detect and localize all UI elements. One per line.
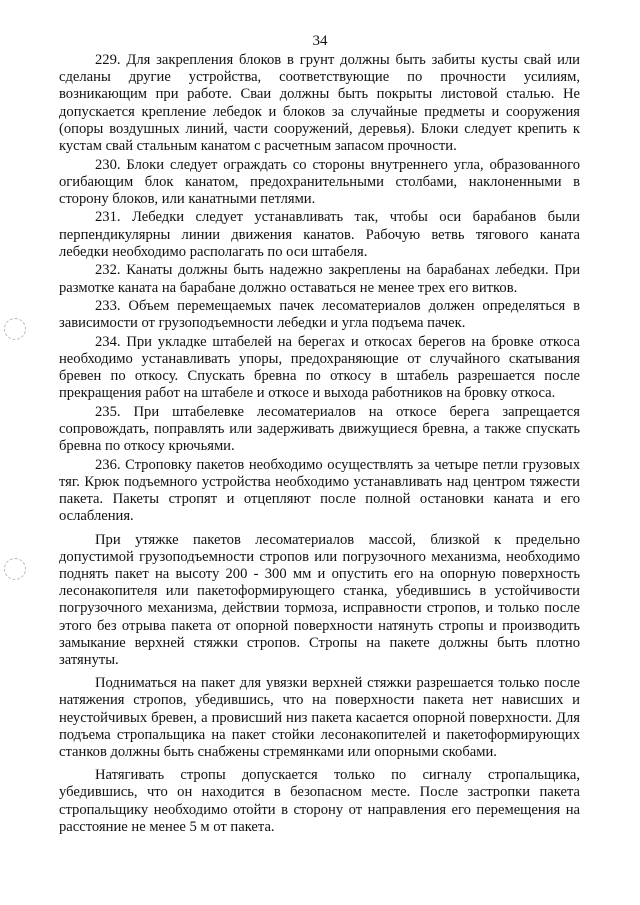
paragraph-229: 229. Для закрепления блоков в грунт должны быть забиты кусты свай или сделаны другие устройства, соответствующие по прочности усилиям, возникающим при работе. Сваи должны быть покрыты листовой сталью. Не допускается крепление лебедок и блоков за случайные предметы и сооружения (опоры воздушных линий, части сооружений, деревья). Блоки следует крепить к кустам свай стальным канатом с расчетным запасом прочности. <box>59 52 580 155</box>
paragraph-tightening-packets: При утяжке пакетов лесоматериалов массой, близкой к предельно допустимой грузоподъемности стропов или погрузочного механизма, необходимо поднять пакет на высоту 200 - 300 мм и опустить его на опорную поверхность лесонакопителя или пакетоформирующего станка, убедившись в устойчивости погрузочного механизма, действии тормоза, исправности стропов, и только после этого без отрыва пакета от опорной поверхности натянуть стропы и производить замыкание верхней стяжки стропов. Стропы на пакете должны быть плотно затянуты. <box>59 531 580 668</box>
paragraph-234: 234. При укладке штабелей на берегах и откосах берегов на бровке откоса необходимо устанавливать упоры, предохраняющие от случайного скатывания бревен по откосу. Спускать бревна по откосу в штабель разрешается после прекращения работ на штабеле и откосе и выхода работников на бровку откоса. <box>59 333 580 402</box>
page-number: 34 <box>312 33 328 49</box>
paragraph-climbing-on-packet: Подниматься на пакет для увязки верхней стяжки разрешается только после натяжения стропов, убедившись, что на поверхности пакета нет нависших и неустойчивых бревен, а провисший низ пакета касается опорной поверхности. Для подъема стропальщика на пакет стойки лесонакопителей и пакетоформирующих станков должны быть снабжены стремянками или опорными скобами. <box>59 675 580 760</box>
document-body <box>59 52 580 837</box>
punch-hole-mark-bottom <box>4 558 26 580</box>
paragraph-235: 235. При штабелевке лесоматериалов на откосе берега запрещается сопровождать, поправлять или задерживать движущиеся бревна, а также спускать бревна по откосу крючьями. <box>59 403 580 455</box>
paragraph-tensioning-slings: Натягивать стропы допускается только по сигналу стропальщика, убедившись, что он находится в безопасном месте. После застропки пакета стропальщику необходимо отойти в сторону от направления его перемещения на расстояние не менее 5 м от пакета. <box>59 767 580 835</box>
paragraph-230: 230. Блоки следует ограждать со стороны внутреннего угла, образованного огибающим блок канатом, предохранительными столбами, наклоненными в сторону блоков, или канатными петлями. <box>59 156 580 207</box>
paragraph-236: 236. Строповку пакетов необходимо осуществлять за четыре петли грузовых тяг. Крюк подъемного устройства необходимо устанавливать над центром тяжести пакета. Пакеты стропят и отцепляют после полной остановки каната и его ослабления. <box>59 456 580 525</box>
paragraph-231: 231. Лебедки следует устанавливать так, чтобы оси барабанов были перпендикулярны линии движения канатов. Рабочую ветвь тягового каната лебедки необходимо располагать по оси штабеля. <box>59 209 580 260</box>
paragraph-232: 232. Канаты должны быть надежно закреплены на барабанах лебедки. При размотке каната на барабане должно оставаться не менее трех его витков. <box>59 262 580 296</box>
paragraph-233: 233. Объем перемещаемых пачек лесоматериалов должен определяться в зависимости от грузоподъемности лебедки и угла подъема пачек. <box>59 298 580 332</box>
punch-hole-mark-top <box>4 318 26 340</box>
